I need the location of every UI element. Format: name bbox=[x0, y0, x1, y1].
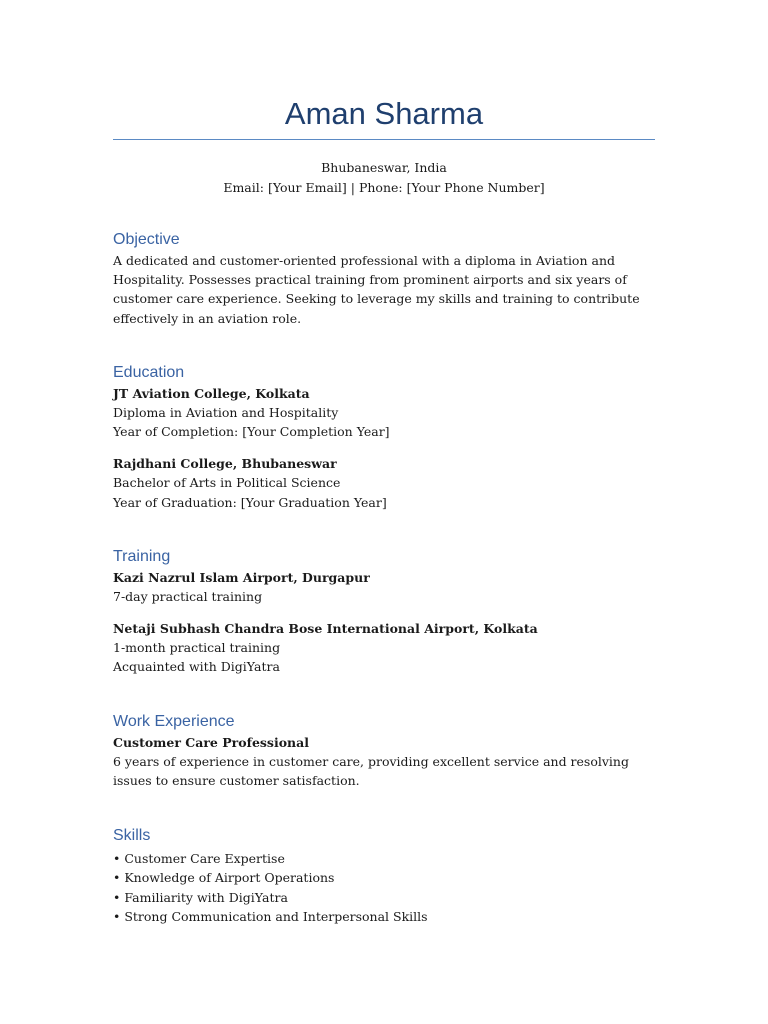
training-detail: 7-day practical training bbox=[113, 589, 263, 604]
skill-item: • Strong Communication and Interpersonal Skills bbox=[113, 908, 428, 924]
education-heading: Education bbox=[113, 364, 185, 381]
training-entry bbox=[113, 568, 655, 606]
education-degree: Bachelor of Arts in Political Science bbox=[113, 475, 341, 491]
location-text: Bhubaneswar, India bbox=[321, 160, 447, 175]
skills-list bbox=[113, 849, 655, 926]
skill-item: • Customer Care Expertise bbox=[113, 851, 285, 866]
candidate-name: Aman Sharma bbox=[284, 96, 484, 131]
education-year: Year of Graduation: [Your Graduation Year] bbox=[113, 494, 387, 510]
training-location: Kazi Nazrul Islam Airport, Durgapur bbox=[113, 570, 370, 585]
contact-line: Email: [Your Email] | Phone: [Your Phone Number] bbox=[223, 179, 545, 195]
training-section bbox=[113, 546, 655, 677]
training-detail: 1-month practical training bbox=[113, 640, 281, 656]
training-location: Netaji Subhash Chandra Bose International Airport, Kolkata bbox=[113, 621, 538, 637]
work-role: Customer Care Professional bbox=[113, 735, 309, 750]
skills-section bbox=[113, 825, 655, 926]
work-experience-section bbox=[113, 711, 655, 790]
education-entry bbox=[113, 454, 655, 511]
contact-block bbox=[113, 158, 655, 197]
education-institution: JT Aviation College, Kolkata bbox=[113, 386, 310, 401]
training-heading: Training bbox=[113, 548, 171, 565]
training-entry bbox=[113, 619, 655, 676]
skill-item: • Familiarity with DigiYatra bbox=[113, 889, 288, 905]
education-entry bbox=[113, 384, 655, 441]
education-institution: Rajdhani College, Bhubaneswar bbox=[113, 456, 337, 472]
education-section bbox=[113, 362, 655, 512]
objective-heading: Objective bbox=[113, 231, 180, 248]
education-degree: Diploma in Aviation and Hospitality bbox=[113, 405, 339, 420]
education-year: Year of Completion: [Your Completion Year] bbox=[113, 424, 390, 440]
work-experience-heading: Work Experience bbox=[113, 713, 235, 730]
training-detail: Acquainted with DigiYatra bbox=[113, 659, 280, 675]
objective-text: A dedicated and customer-oriented professional with a diploma in Aviation and Hospitality. Possesses practical training from prominent airports and six years of customer care experience. Seeking to leverage my skills and training to contribute effectively in an aviation role. bbox=[113, 253, 640, 326]
skills-heading: Skills bbox=[113, 827, 151, 844]
work-entry bbox=[113, 733, 655, 790]
work-description: 6 years of experience in customer care, providing excellent service and resolving issues to ensure customer satisfaction. bbox=[113, 754, 629, 789]
objective-section bbox=[113, 229, 655, 328]
skill-item: • Knowledge of Airport Operations bbox=[113, 870, 335, 886]
header-divider bbox=[113, 139, 655, 140]
